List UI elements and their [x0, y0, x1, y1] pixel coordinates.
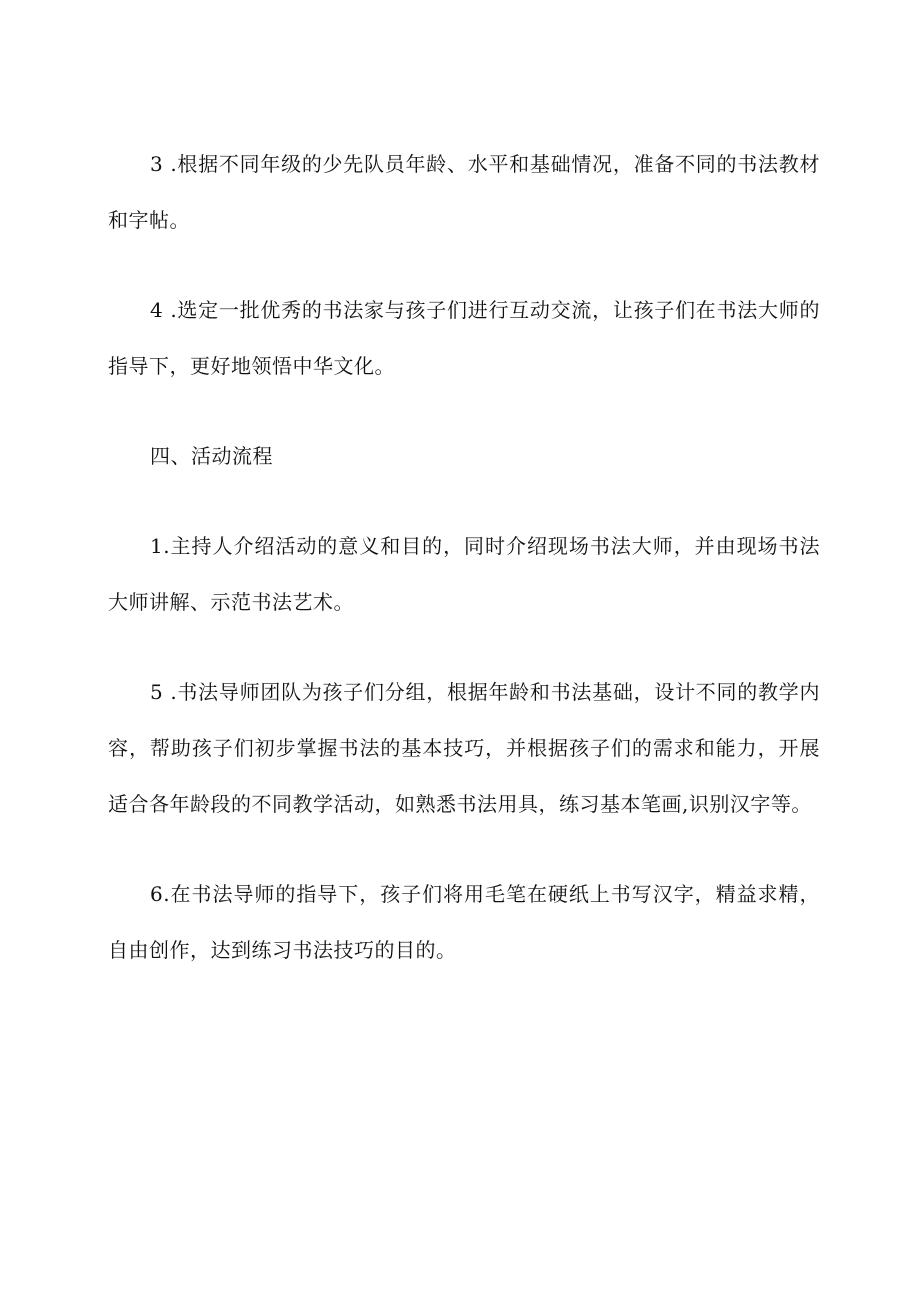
document-body	[108, 136, 820, 1012]
paragraph-step-1: 1.主持人介绍活动的意义和目的，同时介绍现场书法大师，并由现场书法大师讲解、示范书法艺术。	[108, 534, 820, 614]
paragraph-item-3: 3 .根据不同年级的少先队员年龄、水平和基础情况，准备不同的书法教材和字帖。	[108, 152, 820, 232]
paragraph-step-6: 6.在书法导师的指导下，孩子们将用毛笔在硬纸上书写汉字，精益求精，自由创作，达到练习书法技巧的目的。	[108, 882, 820, 962]
section-heading-activity-process: 四、活动流程	[150, 444, 273, 468]
paragraph-item-4: 4 .选定一批优秀的书法家与孩子们进行互动交流，让孩子们在书法大师的指导下，更好地领悟中华文化。	[108, 298, 820, 378]
paragraph-step-5: 5 .书法导师团队为孩子们分组，根据年龄和书法基础，设计不同的教学内容，帮助孩子们初步掌握书法的基本技巧，并根据孩子们的需求和能力，开展适合各年龄段的不同教学活动，如熟悉书法用具，练习基本笔画,识别汉字等。	[108, 680, 820, 816]
